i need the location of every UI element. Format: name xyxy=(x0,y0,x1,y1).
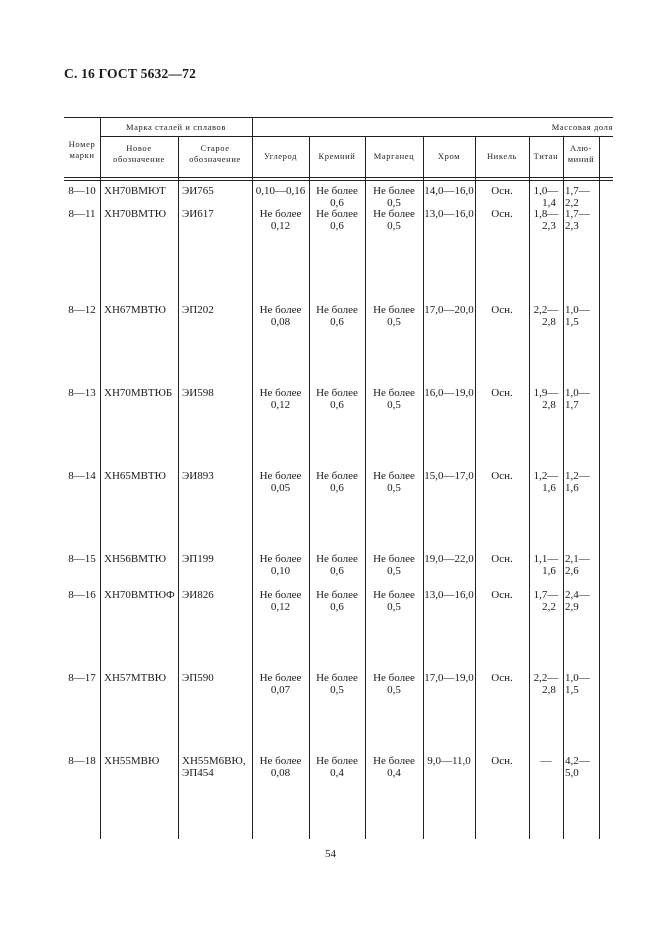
cell-carbon-line: 0,08 xyxy=(270,316,291,328)
cell-number: 8—18 xyxy=(68,755,96,767)
cell-aluminium-line: 2,1— xyxy=(565,553,590,565)
column-divider xyxy=(100,117,101,839)
cell-old-designation-line: ЭИ765 xyxy=(182,185,214,197)
cell-titanium-line: 2,2— xyxy=(533,304,559,316)
cell-manganese-line: Не более xyxy=(373,470,415,482)
cell-nickel: Осн. xyxy=(491,387,513,399)
cell-titanium xyxy=(529,208,563,232)
header-manganese: Марганец xyxy=(373,151,415,161)
cell-manganese-line: Не более xyxy=(373,553,415,565)
cell-nickel: Осн. xyxy=(491,304,513,316)
cell-number: 8—10 xyxy=(68,185,96,197)
cell-old-designation xyxy=(182,185,252,197)
cell-carbon xyxy=(252,672,309,696)
cell-silicon-line: Не более xyxy=(316,553,358,565)
cell-carbon-line: Не более xyxy=(259,470,302,482)
cell-old-designation-line: ЭП199 xyxy=(182,553,214,565)
cell-manganese-line: 0,5 xyxy=(387,565,401,577)
cell-aluminium-line: 1,0— xyxy=(565,304,590,316)
header-titanium: Титан xyxy=(533,151,559,161)
cell-carbon-line: Не более xyxy=(259,208,302,220)
cell-aluminium-line: 2,4— xyxy=(565,589,590,601)
header-chromium: Хром xyxy=(437,151,461,161)
cell-manganese-line: Не более xyxy=(373,185,415,197)
cell-carbon-line: Не более xyxy=(259,755,302,767)
cell-manganese xyxy=(365,185,423,209)
cell-nickel: Осн. xyxy=(491,672,513,684)
cell-aluminium xyxy=(565,304,599,328)
cell-new-designation: ХН70ВМЮТ xyxy=(104,185,166,197)
cell-titanium xyxy=(529,672,563,696)
cell-number: 8—13 xyxy=(68,387,96,399)
cell-silicon-line: 0,6 xyxy=(330,482,344,494)
cell-old-designation xyxy=(182,208,252,220)
cell-silicon-line: Не более xyxy=(316,304,358,316)
cell-aluminium-line: 2,6 xyxy=(565,565,579,577)
cell-manganese xyxy=(365,553,423,577)
cell-chromium: 9,0—11,0 xyxy=(427,755,471,767)
cell-carbon-line: Не более xyxy=(259,387,302,399)
cell-aluminium-line: 2,2 xyxy=(565,197,579,209)
cell-number: 8—12 xyxy=(68,304,96,316)
cell-chromium: 17,0—19,0 xyxy=(424,672,474,684)
cell-silicon-line: 0,6 xyxy=(330,565,344,577)
cell-number: 8—16 xyxy=(68,589,96,601)
page-number: 54 xyxy=(325,848,336,860)
cell-carbon xyxy=(252,553,309,577)
cell-silicon xyxy=(309,387,365,411)
column-divider xyxy=(423,136,424,839)
cell-chromium: 19,0—22,0 xyxy=(424,553,474,565)
cell-aluminium xyxy=(565,553,599,577)
cell-aluminium-line: 1,6 xyxy=(565,482,579,494)
cell-titanium-line: — xyxy=(540,755,552,767)
cell-old-designation-line: ХН55М6ВЮ, xyxy=(182,755,246,767)
cell-old-designation-line: ЭИ598 xyxy=(182,387,214,399)
cell-aluminium-line: 2,3 xyxy=(565,220,579,232)
cell-new-designation: ХН55МВЮ xyxy=(104,755,160,767)
cell-chromium: 17,0—20,0 xyxy=(424,304,474,316)
cell-carbon-line: 0,05 xyxy=(270,482,291,494)
cell-manganese-line: 0,5 xyxy=(387,316,401,328)
cell-manganese-line: 0,5 xyxy=(387,684,401,696)
cell-carbon-line: 0,10 xyxy=(270,565,291,577)
cell-silicon-line: 0,6 xyxy=(330,220,344,232)
cell-manganese xyxy=(365,304,423,328)
cell-silicon-line: 0,4 xyxy=(330,767,344,779)
group-header-mass-fraction: Массовая доля xyxy=(551,122,613,132)
cell-nickel: Осн. xyxy=(491,208,513,220)
header-number: Номер марки xyxy=(68,139,96,160)
cell-manganese-line: Не более xyxy=(373,208,415,220)
cell-manganese xyxy=(365,589,423,613)
cell-carbon-line: 0,12 xyxy=(270,399,291,411)
table-top-rule xyxy=(64,117,613,118)
cell-old-designation-line: ЭП590 xyxy=(182,672,214,684)
cell-chromium: 14,0—16,0 xyxy=(424,185,474,197)
cell-aluminium-line: 1,5 xyxy=(565,684,579,696)
cell-carbon-line: Не более xyxy=(259,304,302,316)
cell-silicon-line: Не более xyxy=(316,387,358,399)
cell-silicon xyxy=(309,589,365,613)
header-old-designation: Старое обозначение xyxy=(189,143,241,164)
cell-nickel: Осн. xyxy=(491,553,513,565)
cell-old-designation xyxy=(182,553,252,565)
cell-silicon xyxy=(309,304,365,328)
cell-carbon-line: 0,12 xyxy=(270,220,291,232)
cell-manganese-line: Не более xyxy=(373,755,415,767)
cell-titanium-line: 1,6 xyxy=(542,482,556,494)
cell-carbon xyxy=(252,470,309,494)
cell-silicon-line: 0,6 xyxy=(330,197,344,209)
cell-chromium: 13,0—16,0 xyxy=(424,589,474,601)
cell-titanium-line: 2,2 xyxy=(542,601,556,613)
cell-number: 8—17 xyxy=(68,672,96,684)
cell-aluminium-line: 4,2— xyxy=(565,755,590,767)
cell-aluminium-line: 1,7— xyxy=(565,208,590,220)
cell-nickel: Осн. xyxy=(491,589,513,601)
cell-manganese-line: Не более xyxy=(373,589,415,601)
cell-nickel: Осн. xyxy=(491,185,513,197)
cell-number: 8—15 xyxy=(68,553,96,565)
cell-manganese xyxy=(365,387,423,411)
cell-manganese xyxy=(365,208,423,232)
cell-old-designation-line: ЭИ617 xyxy=(182,208,214,220)
header-silicon: Кремний xyxy=(318,151,356,161)
cell-manganese-line: 0,5 xyxy=(387,220,401,232)
cell-titanium-line: 2,8 xyxy=(542,316,556,328)
cell-titanium-line: 1,4 xyxy=(542,197,556,209)
cell-new-designation: ХН70ВМТЮФ xyxy=(104,589,175,601)
column-divider xyxy=(599,136,600,839)
cell-chromium: 13,0—16,0 xyxy=(424,208,474,220)
cell-titanium-line: 1,2— xyxy=(533,470,559,482)
cell-new-designation: ХН70ВМТЮ xyxy=(104,208,167,220)
cell-silicon-line: Не более xyxy=(316,589,358,601)
cell-manganese-line: Не более xyxy=(373,387,415,399)
cell-manganese xyxy=(365,470,423,494)
cell-silicon-line: 0,6 xyxy=(330,316,344,328)
cell-carbon xyxy=(252,185,309,197)
cell-titanium-line: 2,2— xyxy=(533,672,559,684)
cell-titanium xyxy=(529,589,563,613)
cell-new-designation: ХН65МВТЮ xyxy=(104,470,166,482)
cell-silicon-line: Не более xyxy=(316,755,358,767)
cell-titanium xyxy=(529,470,563,494)
cell-carbon xyxy=(252,755,309,779)
cell-manganese-line: Не более xyxy=(373,304,415,316)
cell-titanium-line: 1,8— xyxy=(533,208,559,220)
cell-aluminium xyxy=(565,185,599,209)
cell-silicon xyxy=(309,672,365,696)
cell-silicon xyxy=(309,185,365,209)
cell-carbon xyxy=(252,208,309,232)
header-bottom-rule-2 xyxy=(64,180,613,181)
cell-silicon-line: Не более xyxy=(316,185,358,197)
cell-manganese-line: Не более xyxy=(373,672,415,684)
cell-new-designation: ХН57МТВЮ xyxy=(104,672,167,684)
cell-chromium: 16,0—19,0 xyxy=(424,387,474,399)
cell-carbon-line: 0,08 xyxy=(270,767,291,779)
cell-aluminium xyxy=(565,470,599,494)
cell-aluminium xyxy=(565,589,599,613)
cell-manganese-line: 0,5 xyxy=(387,482,401,494)
cell-manganese-line: 0,5 xyxy=(387,601,401,613)
cell-nickel: Осн. xyxy=(491,470,513,482)
cell-aluminium-line: 1,0— xyxy=(565,387,590,399)
cell-silicon-line: Не более xyxy=(316,672,358,684)
cell-aluminium-line: 1,0— xyxy=(565,672,590,684)
cell-silicon xyxy=(309,470,365,494)
cell-old-designation xyxy=(182,589,252,601)
column-divider xyxy=(563,136,564,839)
header-new-designation: Новое обозначение xyxy=(113,143,165,164)
cell-aluminium-line: 2,9 xyxy=(565,601,579,613)
cell-titanium-line: 2,8 xyxy=(542,684,556,696)
cell-silicon xyxy=(309,755,365,779)
cell-manganese xyxy=(365,672,423,696)
cell-chromium: 15,0—17,0 xyxy=(424,470,474,482)
cell-aluminium xyxy=(565,755,599,779)
cell-titanium-line: 1,9— xyxy=(533,387,559,399)
cell-carbon xyxy=(252,387,309,411)
cell-manganese-line: 0,5 xyxy=(387,197,401,209)
cell-titanium-line: 1,6 xyxy=(542,565,556,577)
cell-titanium-line: 2,8 xyxy=(542,399,556,411)
cell-aluminium xyxy=(565,208,599,232)
cell-titanium xyxy=(529,387,563,411)
cell-new-designation: ХН56ВМТЮ xyxy=(104,553,167,565)
cell-old-designation xyxy=(182,755,252,779)
cell-new-designation: ХН67МВТЮ xyxy=(104,304,166,316)
cell-silicon-line: 0,5 xyxy=(330,684,344,696)
header-carbon: Углерод xyxy=(263,151,298,161)
cell-titanium xyxy=(529,304,563,328)
column-divider xyxy=(475,136,476,839)
column-divider xyxy=(178,136,179,839)
cell-aluminium-line: 1,5 xyxy=(565,316,579,328)
cell-titanium-line: 1,7— xyxy=(533,589,559,601)
cell-manganese-line: 0,4 xyxy=(387,767,401,779)
cell-titanium-line: 2,3 xyxy=(542,220,556,232)
cell-carbon-line: Не более xyxy=(259,672,302,684)
cell-carbon-line: Не более xyxy=(259,553,302,565)
cell-aluminium xyxy=(565,387,599,411)
cell-carbon-line: 0,10—0,16 xyxy=(255,185,306,197)
cell-old-designation-line: ЭИ893 xyxy=(182,470,214,482)
cell-titanium-line: 1,0— xyxy=(533,185,559,197)
group-header-steel-grade: Марка сталей и сплавов xyxy=(125,122,227,132)
cell-manganese-line: 0,5 xyxy=(387,399,401,411)
cell-silicon xyxy=(309,553,365,577)
cell-number: 8—14 xyxy=(68,470,96,482)
cell-old-designation xyxy=(182,470,252,482)
cell-aluminium xyxy=(565,672,599,696)
cell-aluminium-line: 1,7 xyxy=(565,399,579,411)
cell-old-designation xyxy=(182,672,252,684)
cell-new-designation: ХН70МВТЮБ xyxy=(104,387,173,399)
header-bottom-rule xyxy=(64,177,613,178)
cell-old-designation-line: ЭП202 xyxy=(182,304,214,316)
cell-silicon xyxy=(309,208,365,232)
cell-carbon xyxy=(252,304,309,328)
cell-manganese xyxy=(365,755,423,779)
cell-aluminium-line: 5,0 xyxy=(565,767,579,779)
cell-old-designation xyxy=(182,387,252,399)
cell-carbon-line: 0,12 xyxy=(270,601,291,613)
cell-nickel: Осн. xyxy=(491,755,513,767)
cell-aluminium-line: 1,2— xyxy=(565,470,590,482)
page-title: С. 16 ГОСТ 5632—72 xyxy=(64,66,197,81)
cell-titanium xyxy=(529,185,563,209)
cell-number: 8—11 xyxy=(68,208,96,220)
header-nickel: Никель xyxy=(486,151,518,161)
cell-aluminium-line: 1,7— xyxy=(565,185,590,197)
cell-silicon-line: 0,6 xyxy=(330,399,344,411)
cell-carbon-line: 0,07 xyxy=(270,684,291,696)
cell-old-designation-line: ЭП454 xyxy=(182,767,214,779)
cell-old-designation xyxy=(182,304,252,316)
cell-silicon-line: Не более xyxy=(316,470,358,482)
header-aluminium: Алю- миний xyxy=(567,143,595,164)
cell-old-designation-line: ЭИ826 xyxy=(182,589,214,601)
cell-titanium xyxy=(529,553,563,577)
cell-titanium xyxy=(529,755,563,767)
cell-carbon-line: Не более xyxy=(259,589,302,601)
cell-silicon-line: Не более xyxy=(316,208,358,220)
cell-carbon xyxy=(252,589,309,613)
group-header-rule xyxy=(100,136,613,137)
cell-titanium-line: 1,1— xyxy=(533,553,559,565)
cell-silicon-line: 0,6 xyxy=(330,601,344,613)
